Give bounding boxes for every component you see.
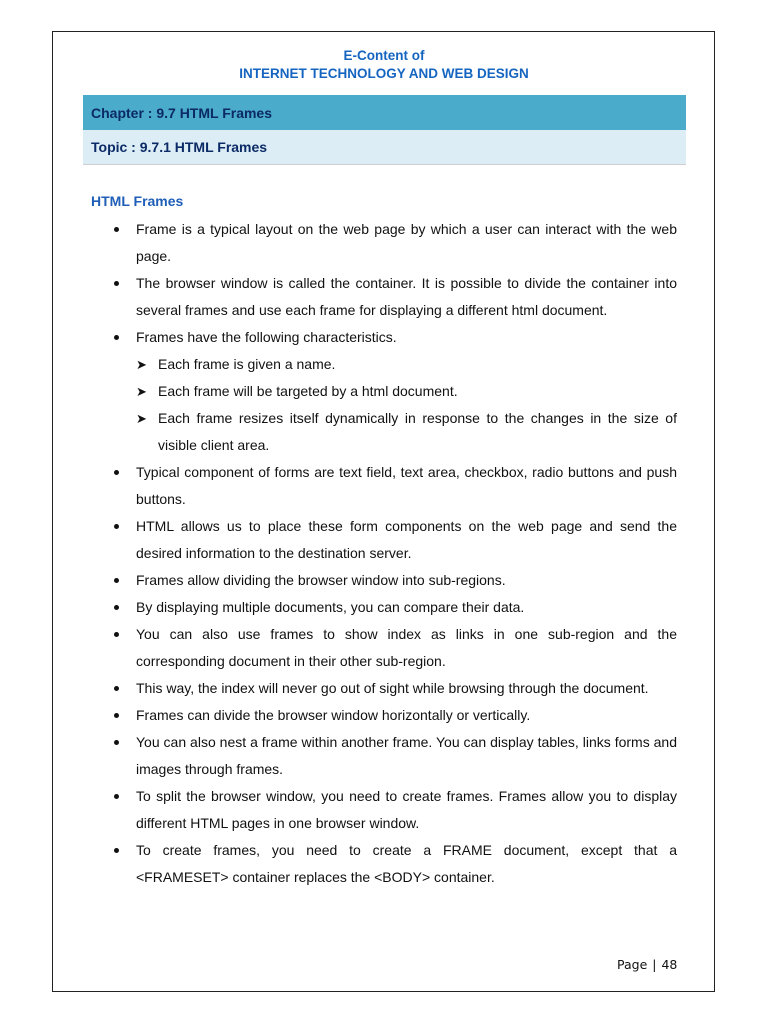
- sub-list-item: [113, 405, 677, 459]
- header-line-1: E-Content of: [343, 48, 425, 63]
- list-item-text: By displaying multiple documents, you can compare their data.: [136, 599, 525, 615]
- list-item-text: Typical component of forms are text field, text area, checkbox, radio buttons and push buttons.: [136, 464, 677, 507]
- list-item: [113, 270, 677, 324]
- sub-list-item: [113, 378, 677, 405]
- sub-list-item-text: Each frame is given a name.: [158, 356, 336, 372]
- content-list: [113, 216, 677, 891]
- page-number: 48: [661, 957, 678, 972]
- list-item: [113, 459, 677, 513]
- list-item-text: This way, the index will never go out of sight while browsing through the document.: [136, 680, 649, 696]
- section-heading: HTML Frames: [91, 193, 184, 209]
- list-item-text: You can also use frames to show index as links in one sub-region and the corresponding document in their other sub-region.: [136, 626, 677, 669]
- list-item: [113, 594, 677, 621]
- list-item-text: You can also nest a frame within another frame. You can display tables, links forms and images through frames.: [136, 734, 677, 777]
- sub-list-item: [113, 351, 677, 378]
- arrow-bullet-icon: ➤: [136, 411, 147, 426]
- list-item: [113, 324, 677, 351]
- list-item-text: Frame is a typical layout on the web page by which a user can interact with the web page.: [136, 221, 677, 264]
- list-item-text: Frames allow dividing the browser window into sub-regions.: [136, 572, 506, 588]
- list-item: [113, 729, 677, 783]
- list-item-text: Frames have the following characteristics.: [136, 329, 397, 345]
- chapter-bar: [83, 95, 686, 130]
- list-item-text: The browser window is called the container. It is possible to divide the container into several frames and use each frame for displaying a different html document.: [136, 275, 677, 318]
- list-item: [113, 702, 677, 729]
- list-item: [113, 837, 677, 891]
- page-separator: |: [652, 957, 657, 972]
- list-item: [113, 621, 677, 675]
- list-item: [113, 216, 677, 270]
- list-item-text: HTML allows us to place these form components on the web page and send the desired information to the destination server.: [136, 518, 677, 561]
- arrow-bullet-icon: ➤: [136, 357, 147, 372]
- list-item-text: To split the browser window, you need to create frames. Frames allow you to display different HTML pages in one browser window.: [136, 788, 677, 831]
- page-label: Page: [617, 957, 648, 972]
- header-line-2: INTERNET TECHNOLOGY AND WEB DESIGN: [239, 66, 529, 81]
- list-item-text: To create frames, you need to create a FRAME document, except that a <FRAMESET> container replaces the <BODY> container.: [136, 842, 677, 885]
- topic-bar: [83, 130, 686, 165]
- page-footer: [617, 957, 677, 972]
- chapter-title: Chapter : 9.7 HTML Frames: [91, 104, 273, 121]
- list-item-text: Frames can divide the browser window horizontally or vertically.: [136, 707, 531, 723]
- sub-list-item-text: Each frame resizes itself dynamically in response to the changes in the size of visible client area.: [158, 410, 677, 453]
- list-item: [113, 567, 677, 594]
- list-item: [113, 675, 677, 702]
- topic-title: Topic : 9.7.1 HTML Frames: [91, 139, 268, 155]
- sub-list-item-text: Each frame will be targeted by a html document.: [158, 383, 458, 399]
- arrow-bullet-icon: ➤: [136, 384, 147, 399]
- list-item: [113, 513, 677, 567]
- list-item: [113, 783, 677, 837]
